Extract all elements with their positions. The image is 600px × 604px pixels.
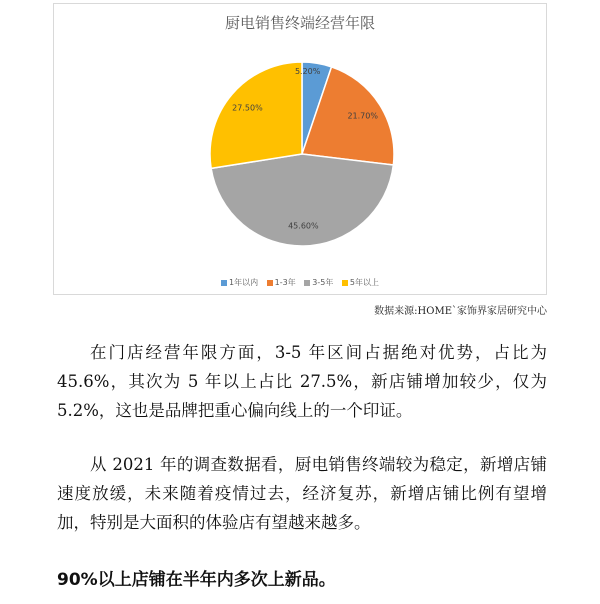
legend-swatch	[304, 280, 310, 286]
pie-chart-container	[53, 3, 547, 295]
pie-chart	[54, 4, 548, 296]
data-label: 27.50%	[232, 103, 263, 113]
pie-slice	[211, 154, 393, 246]
legend-item	[267, 277, 296, 288]
data-label: 45.60%	[288, 221, 319, 231]
legend-item	[221, 277, 258, 288]
source-note: 数据来源:HOME`家饰界家居研究中心	[374, 306, 547, 317]
chart-title: 厨电销售终端经营年限	[224, 14, 375, 32]
legend-swatch	[267, 280, 273, 286]
chart-legend	[54, 277, 546, 288]
data-label: 5.20%	[294, 67, 321, 77]
legend-item	[304, 277, 333, 288]
legend-label: 3-5年	[312, 278, 334, 287]
legend-label: 5年以上	[349, 278, 379, 287]
legend-swatch	[221, 280, 227, 286]
legend-label: 1-3年	[274, 278, 296, 287]
pie-slice	[210, 62, 302, 168]
legend-item	[342, 277, 379, 288]
body-paragraph: 在门店经营年限方面，3-5 年区间占据绝对优势，占比为 45.6%，其次为 5 年以上占比 27.5%，新店铺增加较少，仅为 5.2%，这也是品牌把重心偏向线上的一个印证。	[57, 343, 547, 420]
legend-swatch	[342, 280, 348, 286]
data-label: 21.70%	[347, 111, 378, 121]
legend-label: 1年以内	[229, 278, 259, 287]
section-heading: 90%以上店铺在半年内多次上新品。	[57, 570, 336, 590]
body-paragraph: 从 2021 年的调查数据看，厨电销售终端较为稳定，新增店铺速度放缓，未来随着疫情过去，经济复苏，新增店铺比例有望增加，特别是大面积的体验店有望越来越多。	[57, 455, 547, 532]
